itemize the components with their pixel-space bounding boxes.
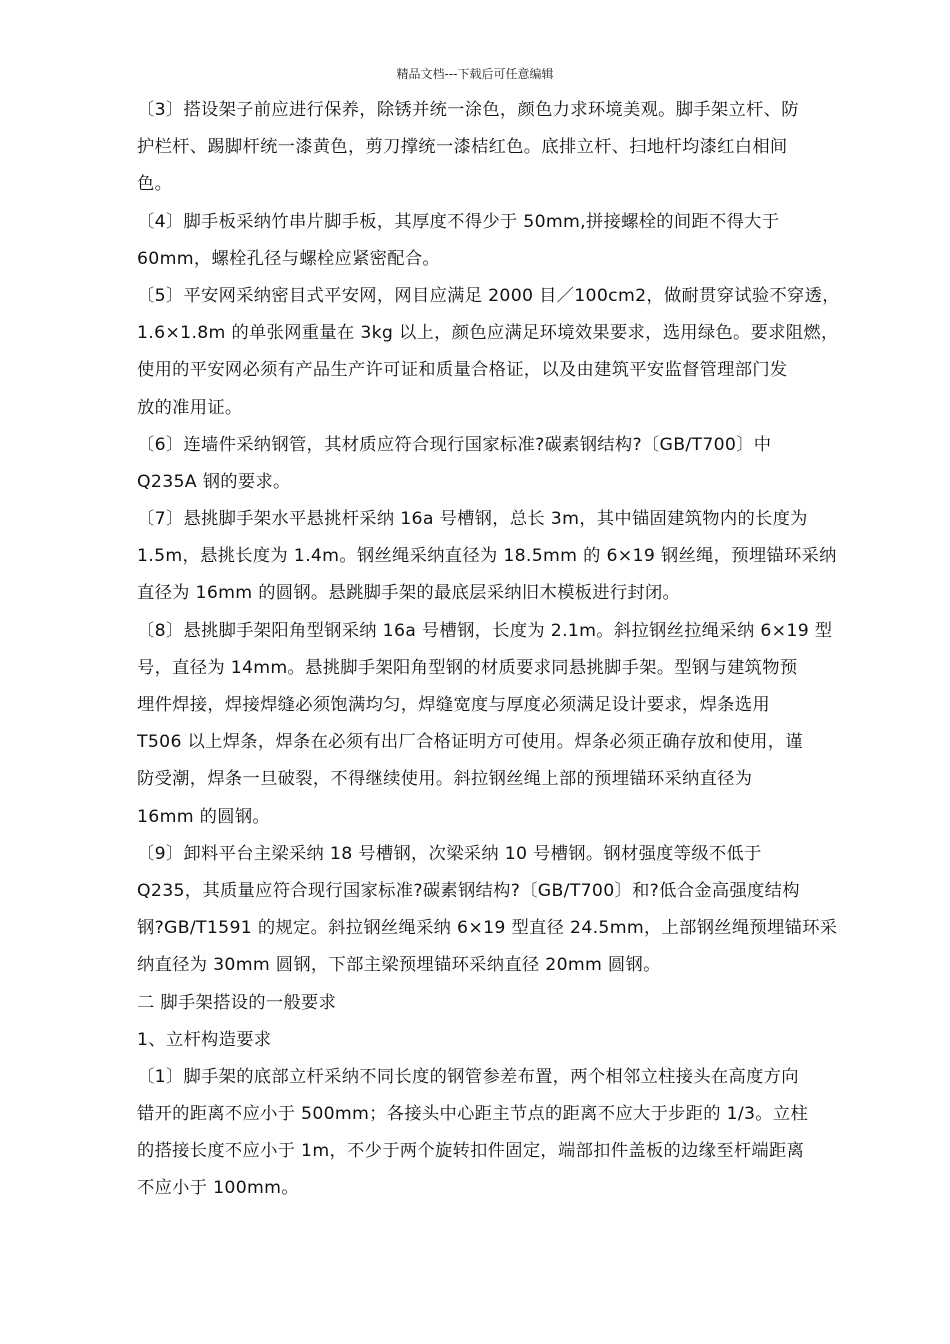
text-line: 钢?GB/T1591 的规定。斜拉钢丝绳采纳 6×19 型直径 24.5mm，上部钢丝绳预埋锚环采 bbox=[137, 918, 838, 939]
text-line: 护栏杆、踢脚杆统一漆黄色，剪刀撑统一漆桔红色。底排立杆、扫地杆均漆红白相间 bbox=[137, 137, 788, 158]
subsection-heading: 1、立杆构造要求 bbox=[137, 1029, 272, 1050]
text-line: 16mm 的圆钢。 bbox=[137, 806, 270, 827]
text-line: 60mm，螺栓孔径与螺栓应紧密配合。 bbox=[137, 248, 440, 269]
text-line: 号，直径为 14mm。悬挑脚手架阳角型钢的材质要求同悬挑脚手架。型钢与建筑物预 bbox=[137, 657, 798, 678]
text-line: Q235A 钢的要求。 bbox=[137, 471, 291, 492]
text-line: 直径为 16mm 的圆钢。悬跳脚手架的最底层采纳旧木模板进行封闭。 bbox=[137, 583, 681, 604]
text-line: 1.6×1.8m 的单张网重量在 3kg 以上，颜色应满足环境效果要求，选用绿色。要求阻燃， bbox=[137, 323, 839, 344]
text-line: 使用的平安网必须有产品生产许可证和质量合格证，以及由建筑平安监督管理部门发 bbox=[137, 360, 788, 381]
text-line: 的搭接长度不应小于 1m，不少于两个旋转扣件固定，端部扣件盖板的边缘至杆端距离 bbox=[137, 1141, 805, 1162]
text-line: 〔8〕悬挑脚手架阳角型钢采纳 16a 号槽钢，长度为 2.1m。斜拉钢丝拉绳采纳 6×19 型 bbox=[137, 620, 833, 641]
text-line: 〔9〕卸料平台主梁采纳 18 号槽钢，次梁采纳 10 号槽钢。钢材强度等级不低于 bbox=[137, 843, 762, 864]
text-line: 〔5〕平安网采纳密目式平安网，网目应满足 2000 目／100cm2，做耐贯穿试验不穿透， bbox=[137, 285, 840, 306]
text-line: 错开的距离不应小于 500mm；各接头中心距主节点的距离不应大于步距的 1/3。立柱 bbox=[137, 1104, 809, 1125]
text-line: 〔1〕脚手架的底部立杆采纳不同长度的钢管参差布置，两个相邻立柱接头在高度方向 bbox=[137, 1066, 799, 1087]
text-line: Q235，其质量应符合现行国家标准?碳素钢结构?〔GB/T700〕和?低合金高强度结构 bbox=[137, 880, 800, 901]
text-line: 〔4〕脚手板采纳竹串片脚手板，其厚度不得少于 50mm,拼接螺栓的间距不得大于 bbox=[137, 211, 780, 232]
text-line: 〔7〕悬挑脚手架水平悬挑杆采纳 16a 号槽钢，总长 3m，其中锚固建筑物内的长度为 bbox=[137, 509, 808, 530]
text-line: 不应小于 100mm。 bbox=[137, 1178, 299, 1199]
text-line: 〔3〕搭设架子前应进行保养，除锈并统一涂色，颜色力求环境美观。脚手架立杆、防 bbox=[137, 100, 799, 120]
text-line: 1.5m，悬挑长度为 1.4m。钢丝绳采纳直径为 18.5mm 的 6×19 钢丝绳，预埋锚环采纳 bbox=[137, 546, 837, 567]
text-line: 色。 bbox=[137, 174, 173, 195]
text-line: 防受潮，焊条一旦破裂，不得继续使用。斜拉钢丝绳上部的预埋锚环采纳直径为 bbox=[137, 769, 753, 790]
section-heading: 二 脚手架搭设的一般要求 bbox=[137, 992, 337, 1013]
page-header: 精品文档---下载后可任意编辑 bbox=[396, 67, 554, 81]
text-line: 放的准用证。 bbox=[137, 397, 243, 418]
text-line: 〔6〕连墙件采纳钢管，其材质应符合现行国家标准?碳素钢结构?〔GB/T700〕中 bbox=[137, 434, 772, 455]
text-line: 纳直径为 30mm 圆钢，下部主梁预埋锚环采纳直径 20mm 圆钢。 bbox=[137, 955, 661, 976]
document-body bbox=[137, 92, 872, 1208]
text-line: T506 以上焊条，焊条在必须有出厂合格证明方可使用。焊条必须正确存放和使用，谨 bbox=[137, 732, 803, 753]
text-line: 埋件焊接，焊接焊缝必须饱满均匀，焊缝宽度与厚度必须满足设计要求，焊条选用 bbox=[137, 695, 770, 715]
